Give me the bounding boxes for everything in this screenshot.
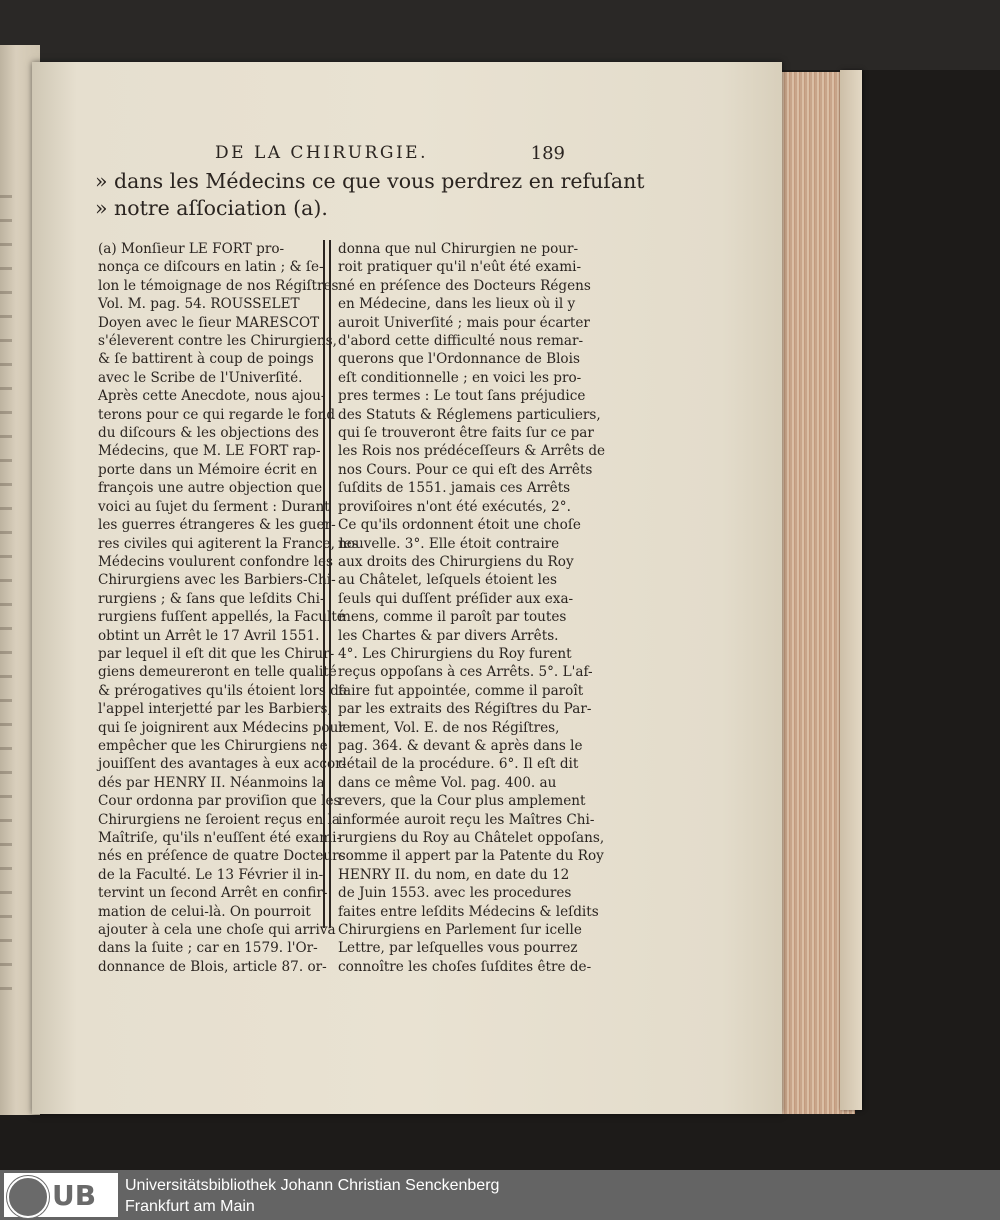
footnote-line: terons pour ce qui regarde le fond [98, 406, 336, 423]
footnote-line: de la Faculté. Le 13 Février il in- [98, 866, 324, 883]
footnote-line: pag. 364. & devant & après dans le [338, 737, 583, 754]
footnote-line: reçus oppoſans à ces Arrêts. 5°. L'af- [338, 664, 593, 681]
footnote-line: & prérogatives qu'ils étoient lors de [98, 682, 347, 699]
footnote-line: tervint un ſecond Arrêt en confir- [98, 885, 328, 902]
footnote-line: & ſe battirent à coup de poings [98, 351, 314, 368]
footnote-line: informée auroit reçu les Maîtres Chi- [338, 811, 595, 828]
footnote-line: en Médecine, dans les lieux où il y [338, 296, 576, 313]
footnote-line: 4°. Les Chirurgiens du Roy furent [338, 645, 572, 662]
footnote-line: nos Cours. Pour ce qui eſt des Arrêts [338, 461, 593, 478]
main-text-line: » notre aſſociation (a). [95, 196, 328, 220]
footnote-line: mens, comme il paroît par toutes [338, 609, 567, 626]
footnote-line: faites entre leſdits Médecins & leſdits [338, 903, 599, 920]
footnote-line: dés par HENRY II. Néanmoins la [98, 774, 325, 791]
footnote-line: Médecins, que M. LE FORT rap- [98, 443, 321, 460]
footnote-line: Vol. M. pag. 54. ROUSSELET [98, 296, 300, 313]
footnote-line: par lequel il eſt dit que les Chirur- [98, 645, 335, 662]
footnote-line: ſuſdits de 1551. jamais ces Arrêts [338, 480, 571, 497]
footnote-line: dans ce même Vol. pag. 400. au [338, 774, 557, 791]
library-name: Universitätsbibliothek Johann Christian Senckenberg [125, 1177, 500, 1194]
ub-logo [4, 1173, 118, 1217]
footnote-line: revers, que la Cour plus amplement [338, 793, 586, 810]
footnote-line: aux droits des Chirurgiens du Roy [338, 553, 574, 570]
footnote-line: querons que l'Ordonnance de Blois [338, 351, 580, 368]
footnote-right-column [338, 240, 606, 976]
footnote-line: nonça ce diſcours en latin ; & ſe- [98, 259, 324, 276]
footnote-line: Doyen avec le ſieur MARESCOT [98, 314, 320, 331]
footnote-line: Chirurgiens avec les Barbiers-Chi- [98, 572, 336, 589]
footnote-line: les guerres étrangeres & les guer- [98, 517, 336, 534]
footnote-line: qui ſe trouveront être faits ſur ce par [338, 425, 594, 442]
footnote-line: au Châtelet, leſquels étoient les [338, 572, 558, 589]
library-credit [125, 1175, 499, 1217]
footnote-line: eſt conditionnelle ; en voici les pro- [338, 369, 582, 386]
book-cover-edge [840, 70, 862, 1110]
footnote-line: giens demeureront en telle qualité [98, 664, 337, 681]
footnote-line: res civiles qui agiterent la France, les [98, 535, 359, 552]
footnote-line: détail de la procédure. 6°. Il eſt dit [338, 756, 579, 773]
footnote-line: connoître les choſes ſuſdites être de- [338, 958, 592, 975]
main-text-line: » dans les Médecins ce que vous perdrez en refuſant [95, 169, 645, 193]
footnote-line: porte dans un Mémoire écrit en [98, 461, 318, 478]
footnote-line: voici au ſujet du ſerment : Durant [98, 498, 330, 515]
footnote-line: proviſoires n'ont été exécutés, 2°. [338, 498, 571, 515]
footnote-line: lon le témoignage de nos Régiſtres [98, 277, 339, 294]
footnote-line: Chirurgiens en Parlement ſur icelle [338, 922, 582, 939]
footnote-line: lement, Vol. E. de nos Régiſtres, [338, 719, 560, 736]
footnote-line: roit pratiquer qu'il n'eût été exami- [338, 259, 582, 276]
footnote-line: Cour ordonna par proviſion que les [98, 793, 341, 810]
footnote-line: Lettre, par leſquelles vous pourrez [338, 940, 578, 957]
footnote-line: Chirurgiens ne ſeroient reçus en la [98, 811, 340, 828]
footnote-line: d'abord cette difficulté nous remar- [338, 333, 584, 350]
seal-icon [7, 1176, 49, 1218]
footnote-line: françois une autre objection que [98, 480, 323, 497]
footnote-line: faire fut appointée, comme il paroît [338, 682, 584, 699]
running-header [215, 143, 565, 169]
footnote-left-column [98, 240, 359, 976]
column-divider [323, 240, 331, 928]
footnote-line: qui ſe joignirent aux Médecins pour [98, 719, 345, 736]
footnote-line: du diſcours & les objections des [98, 425, 319, 442]
footnote-line: rurgiens fuſſent appellés, la Faculté [98, 609, 345, 626]
footnote-line: mation de celui-là. On pourroit [98, 903, 311, 920]
footnote-line: l'appel interjetté par les Barbiers, [98, 701, 332, 718]
footnote-line: auroit Univerſité ; mais pour écarter [338, 314, 590, 331]
footnote-line: Ce qu'ils ordonnent étoit une choſe [338, 517, 581, 534]
footnote-line: Après cette Anecdote, nous ajou- [98, 388, 326, 405]
footnote-line: Maîtriſe, qu'ils n'euſſent été exami- [98, 830, 342, 846]
footnote-line: obtint un Arrêt le 17 Avril 1551. [98, 627, 320, 644]
footnote-line: les Chartes & par divers Arrêts. [338, 627, 559, 644]
library-city: Frankfurt am Main [125, 1198, 255, 1215]
footnote-line: pres termes : Le tout ſans préjudice [338, 388, 586, 405]
footnote-line: nouvelle. 3°. Elle étoit contraire [338, 535, 560, 552]
footnote-line: né en préſence des Docteurs Régens [338, 277, 591, 294]
footnote-line: empêcher que les Chirurgiens ne [98, 737, 328, 754]
footnote-line: ajouter à cela une choſe qui arriva [98, 922, 336, 939]
footnote-line: nés en préſence de quatre Docteurs [98, 848, 346, 865]
footnote-line: rurgiens du Roy au Châtelet oppoſans, [338, 830, 605, 846]
footnote-line: donna que nul Chirurgien ne pour- [338, 241, 579, 257]
footnote-line: avec le Scribe de l'Univerſité. [98, 369, 303, 386]
footnote-line: rurgiens ; & ſans que leſdits Chi- [98, 590, 325, 607]
ub-logo-text: UB [52, 1179, 97, 1212]
footnote-line: HENRY II. du nom, en date du 12 [338, 866, 570, 883]
footnote-line: comme il appert par la Patente du Roy [338, 848, 604, 865]
footnote-line: de Juin 1553. avec les procedures [338, 885, 572, 902]
footnote-line: par les extraits des Régiſtres du Par- [338, 701, 592, 718]
footnote-line: (a) Monſieur LE FORT pro- [98, 241, 285, 257]
page-number: 189 [530, 143, 565, 164]
main-text [95, 168, 645, 222]
footnote-line: jouiſſent des avantages à eux accor- [98, 756, 347, 773]
footnote-line: s'éleverent contre les Chirurgiens, [98, 333, 337, 350]
running-title: DE LA CHIRURGIE. [215, 143, 428, 163]
footnote-line: donnance de Blois, article 87. or- [98, 958, 327, 975]
footnote-line: les Rois nos prédéceſſeurs & Arrêts de [338, 443, 606, 460]
footnote-line: des Statuts & Réglemens particuliers, [338, 406, 601, 423]
scan-background [0, 0, 1000, 70]
footnote-line: ſeuls qui duſſent préſider aux exa- [338, 590, 574, 607]
footnote-line: Médecins voulurent confondre les [98, 553, 333, 570]
footnote-line: dans la ſuite ; car en 1579. l'Or- [98, 940, 318, 957]
